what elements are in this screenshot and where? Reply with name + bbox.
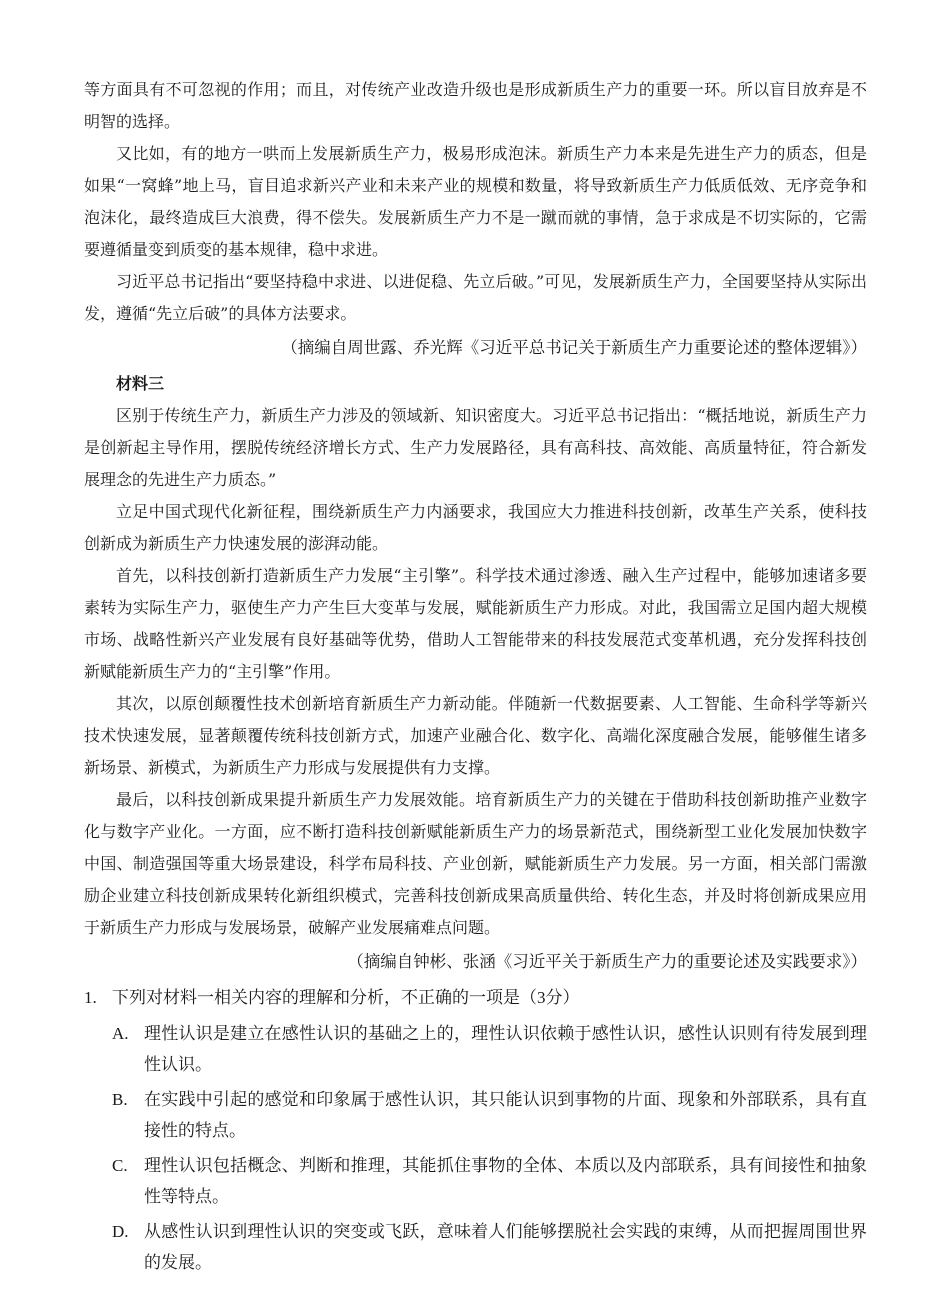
source-citation: （摘编自周世露、乔光辉《习近平总书记关于新质生产力重要论述的整体逻辑》） <box>281 338 867 357</box>
paragraph: 首先，以科技创新打造新质生产力发展“主引擎”。科学技术通过渗透、融入生产过程中，能够加速诸多要素转为实际生产力，驱使生产力产生巨大变革与发展，赋能新质生产力形成。对此，我国需立足国内超大规模市场、战略性新兴产业发展有良好基础等优势，借助人工智能带来的科技发展范式变革机遇，充分发挥科技创新赋能新质生产力的“主引擎”作用。 <box>84 566 867 681</box>
paragraph-continuation: 等方面具有不可忽视的作用；而且，对传统产业改造升级也是形成新质生产力的重要一环。所以盲目放弃是不明智的选择。 <box>84 80 867 131</box>
option-c <box>84 1150 867 1212</box>
option-text: 从感性认识到理性认识的突变或飞跃，意味着人们能够摆脱社会实践的束缚，从而把握周围世界的发展。 <box>144 1222 867 1272</box>
option-label: A. <box>112 1024 129 1043</box>
paragraph: 区别于传统生产力，新质生产力涉及的领域新、知识密度大。习近平总书记指出：“概括地说，新质生产力是创新起主导作用，摆脱传统经济增长方式、生产力发展路径，具有高科技、高效能、高质量特征，符合新发展理念的先进生产力质态。” <box>84 406 867 489</box>
paragraph: 又比如，有的地方一哄而上发展新质生产力，极易形成泡沫。新质生产力本来是先进生产力的质态，但是如果“一窝蜂”地上马，盲目追求新兴产业和未来产业的规模和数量，将导致新质生产力低质低效、无序竞争和泡沫化，最终造成巨大浪费，得不偿失。发展新质生产力不是一蹴而就的事情，急于求成是不切实际的，它需要遵循量变到质变的基本规律，稳中求进。 <box>84 144 867 259</box>
question-stem <box>84 982 867 1014</box>
option-label: B. <box>112 1090 128 1109</box>
paragraph: 最后，以科技创新成果提升新质生产力发展效能。培育新质生产力的关键在于借助科技创新助推产业数字化与数字产业化。一方面，应不断打造科技创新赋能新质生产力的场景新范式，围绕新型工业化发展加快数字中国、制造强国等重大场景建设，科学布局科技、产业创新，赋能新质生产力发展。另一方面，相关部门需激励企业建立科技创新成果转化新组织模式，完善科技创新成果高质量供给、转化生态，并及时将创新成果应用于新质生产力形成与发展场景，破解产业发展痛难点问题。 <box>84 790 867 937</box>
question-number: 1. <box>84 988 97 1007</box>
question-text: 下列对材料一相关内容的理解和分析，不正确的一项是（3分） <box>112 988 580 1007</box>
page-content <box>84 74 867 1278</box>
option-d <box>84 1216 867 1278</box>
source-citation: （摘编自钟彬、张涵《习近平关于新质生产力的重要论述及实践要求》） <box>347 952 867 971</box>
paragraph: 立足中国式现代化新征程，围绕新质生产力内涵要求，我国应大力推进科技创新，改革生产关系，使科技创新成为新质生产力快速发展的澎湃动能。 <box>84 502 867 553</box>
paragraph: 其次，以原创颠覆性技术创新培育新质生产力新动能。伴随新一代数据要素、人工智能、生命科学等新兴技术快速发展，显著颠覆传统科技创新方式，加速产业融合化、数字化、高端化深度融合发展，能够催生诸多新场景、新模式，为新质生产力形成与发展提供有力支撑。 <box>84 694 867 777</box>
option-a <box>84 1018 867 1080</box>
paragraph: 习近平总书记指出“要坚持稳中求进、以进促稳、先立后破。”可见，发展新质生产力，全国要坚持从实际出发，遵循“先立后破”的具体方法要求。 <box>84 272 867 323</box>
option-text: 在实践中引起的感觉和印象属于感性认识，其只能认识到事物的片面、现象和外部联系，具有直接性的特点。 <box>144 1090 867 1140</box>
option-label: C. <box>112 1156 128 1175</box>
option-text: 理性认识包括概念、判断和推理，其能抓住事物的全体、本质以及内部联系，具有间接性和抽象性等特点。 <box>144 1156 867 1206</box>
option-label: D. <box>112 1222 129 1241</box>
option-b <box>84 1084 867 1146</box>
option-text: 理性认识是建立在感性认识的基础之上的，理性认识依赖于感性认识，感性认识则有待发展到理性认识。 <box>144 1024 867 1074</box>
material-heading: 材料三 <box>116 374 165 393</box>
